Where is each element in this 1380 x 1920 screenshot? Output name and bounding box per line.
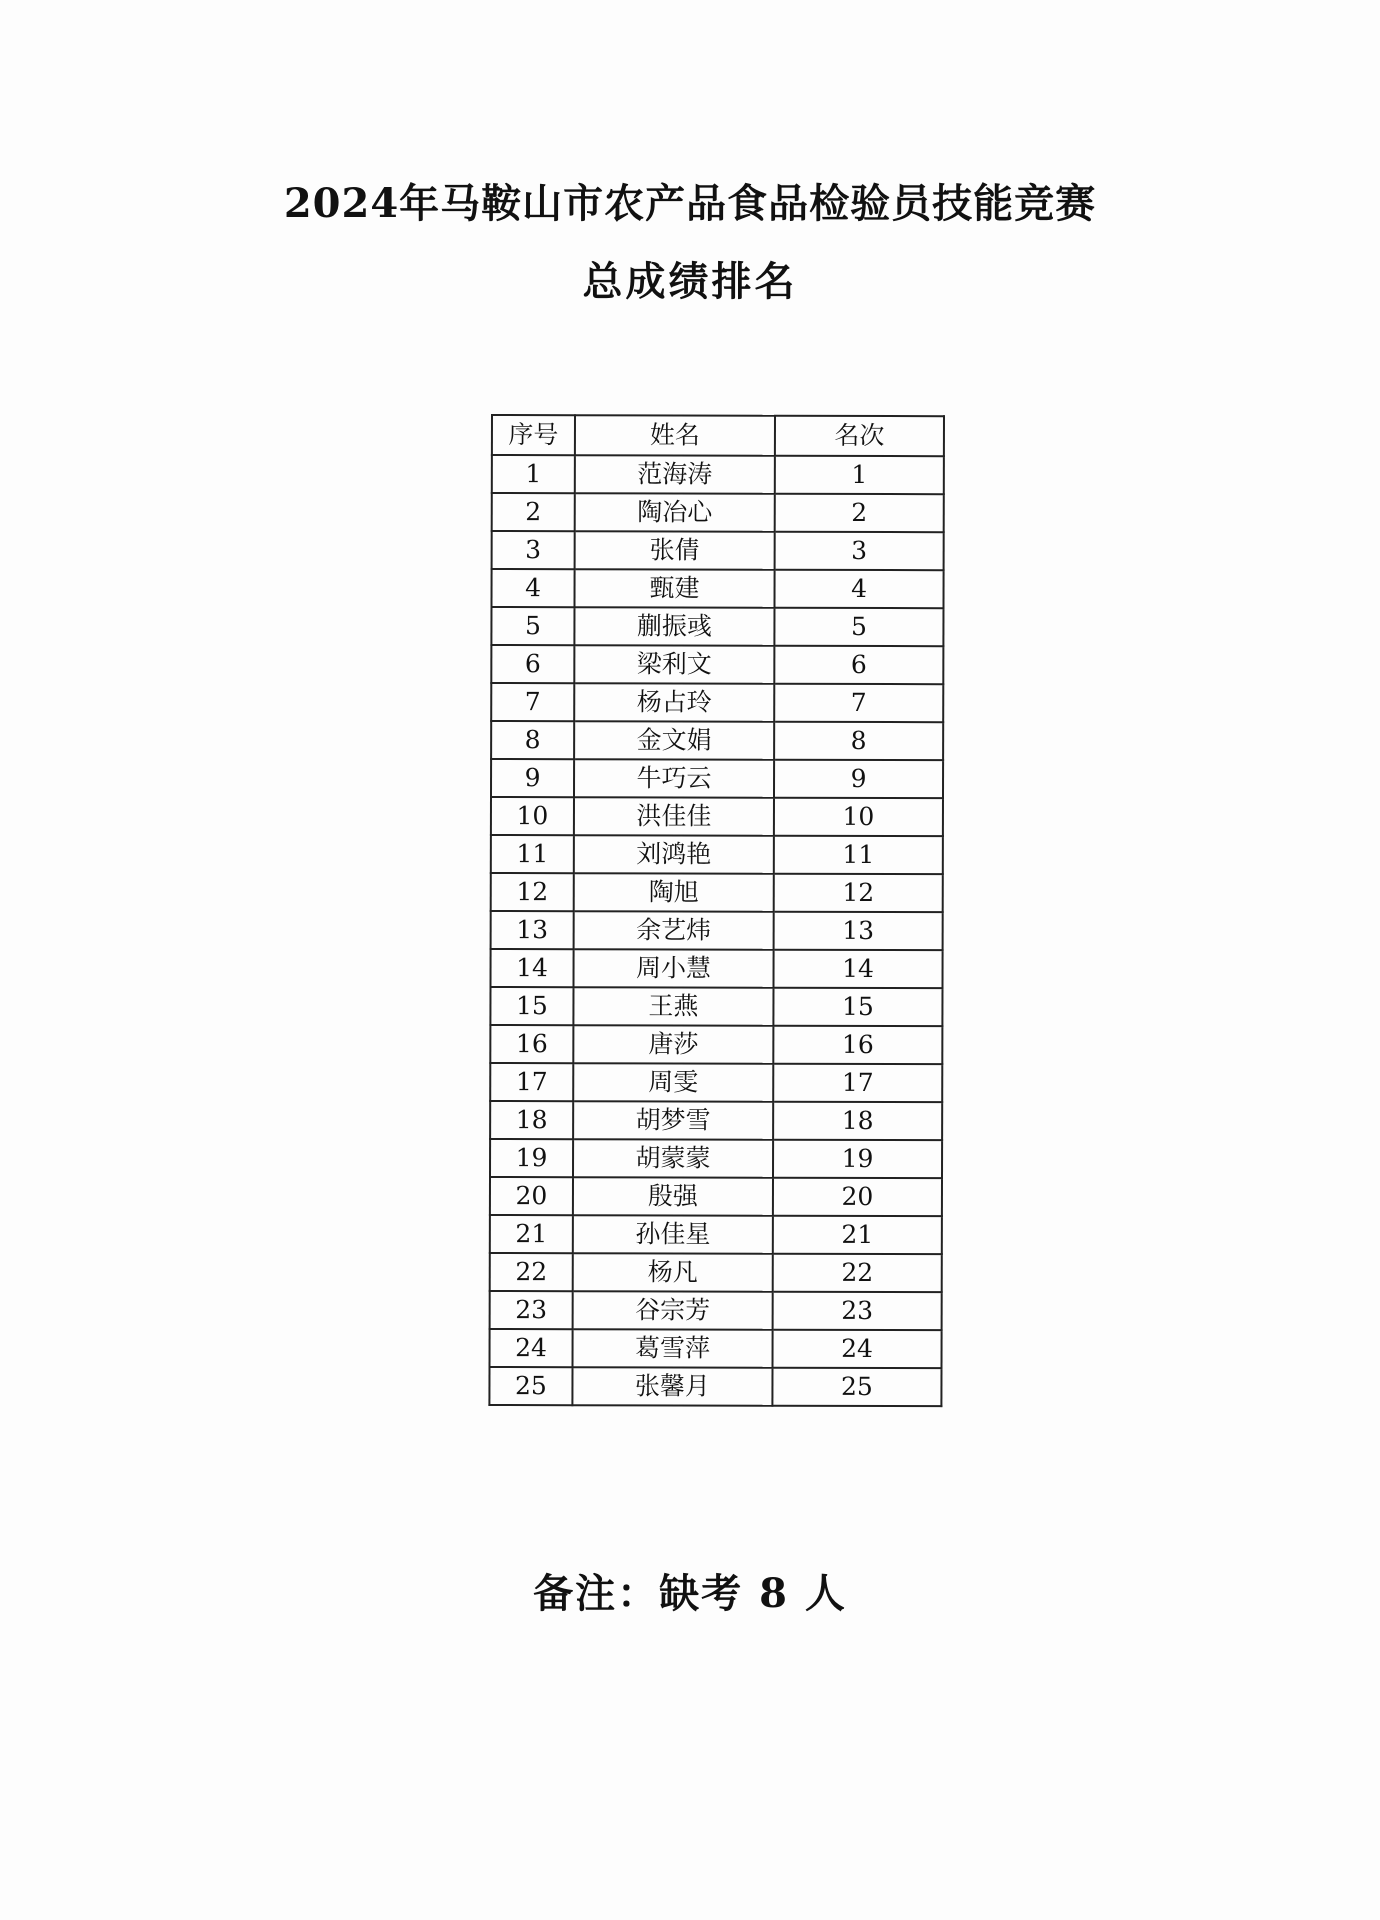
cell-rank: 17 xyxy=(773,1064,942,1102)
cell-rank: 25 xyxy=(772,1368,941,1406)
table-row xyxy=(492,531,944,570)
cell-name: 胡梦雪 xyxy=(573,1101,773,1140)
cell-name: 谷宗芳 xyxy=(573,1291,773,1330)
cell-rank: 1 xyxy=(775,456,944,494)
cell-seq: 10 xyxy=(491,797,574,835)
cell-name: 唐莎 xyxy=(573,1025,773,1064)
cell-seq: 3 xyxy=(492,531,575,569)
cell-rank: 10 xyxy=(774,798,943,836)
cell-rank: 22 xyxy=(773,1254,942,1292)
cell-name: 陶旭 xyxy=(574,873,774,912)
cell-seq: 4 xyxy=(491,569,574,607)
table-row xyxy=(491,873,943,912)
cell-rank: 14 xyxy=(773,950,942,988)
cell-rank: 19 xyxy=(773,1140,942,1178)
cell-seq: 9 xyxy=(491,759,574,797)
cell-seq: 23 xyxy=(490,1291,573,1329)
document-title: 2024年马鞍山市农产品食品检验员技能竞赛 xyxy=(283,180,1097,227)
cell-name: 洪佳佳 xyxy=(574,797,774,836)
footer-note: 备注：缺考 8 人 xyxy=(533,1570,847,1617)
cell-seq: 25 xyxy=(489,1367,572,1405)
cell-rank: 2 xyxy=(775,494,944,532)
table-row xyxy=(490,987,942,1026)
table-row xyxy=(491,645,943,684)
cell-seq: 1 xyxy=(492,455,575,493)
cell-seq: 19 xyxy=(490,1139,573,1177)
cell-seq: 17 xyxy=(490,1063,573,1101)
cell-seq: 7 xyxy=(491,683,574,721)
cell-rank: 16 xyxy=(773,1026,942,1064)
table-row xyxy=(490,1063,942,1102)
table-row xyxy=(491,835,943,874)
table-header-row xyxy=(492,415,944,456)
table-row xyxy=(490,1139,942,1178)
cell-seq: 18 xyxy=(490,1101,573,1139)
table-row xyxy=(490,1253,942,1292)
cell-name: 牛巧云 xyxy=(574,759,774,798)
table-row xyxy=(491,759,943,798)
document-subtitle: 总成绩排名 xyxy=(582,258,798,305)
cell-name: 梁利文 xyxy=(574,645,774,684)
cell-name: 甄建 xyxy=(574,569,774,608)
cell-seq: 8 xyxy=(491,721,574,759)
cell-name: 蒯振彧 xyxy=(574,607,774,646)
cell-rank: 18 xyxy=(773,1102,942,1140)
cell-seq: 16 xyxy=(490,1025,573,1063)
table-row xyxy=(491,797,943,836)
cell-seq: 15 xyxy=(490,987,573,1025)
table-row xyxy=(490,1329,942,1368)
cell-seq: 12 xyxy=(491,873,574,911)
cell-seq: 2 xyxy=(492,493,575,531)
cell-name: 张馨月 xyxy=(572,1367,772,1406)
table-row xyxy=(491,607,943,646)
cell-name: 刘鸿艳 xyxy=(574,835,774,874)
cell-rank: 7 xyxy=(774,684,943,722)
cell-name: 周雯 xyxy=(573,1063,773,1102)
cell-rank: 13 xyxy=(774,912,943,950)
cell-rank: 4 xyxy=(774,570,943,608)
cell-name: 金文娟 xyxy=(574,721,774,760)
cell-rank: 11 xyxy=(774,836,943,874)
ranking-table xyxy=(488,414,945,1407)
cell-name: 张倩 xyxy=(575,531,775,570)
table-row xyxy=(491,683,943,722)
cell-name: 胡蒙蒙 xyxy=(573,1139,773,1178)
table-row xyxy=(491,911,943,950)
cell-seq: 13 xyxy=(491,911,574,949)
cell-name: 陶冶心 xyxy=(575,493,775,532)
cell-name: 余艺炜 xyxy=(574,911,774,950)
cell-name: 杨凡 xyxy=(573,1253,773,1292)
table-row xyxy=(490,1101,942,1140)
header-rank: 名次 xyxy=(775,416,944,456)
table-row xyxy=(492,455,944,494)
cell-name: 杨占玲 xyxy=(574,683,774,722)
table-row xyxy=(491,721,943,760)
cell-name: 葛雪萍 xyxy=(573,1329,773,1368)
cell-rank: 23 xyxy=(773,1292,942,1330)
table-row xyxy=(492,493,944,532)
cell-name: 王燕 xyxy=(573,987,773,1026)
cell-name: 孙佳星 xyxy=(573,1215,773,1254)
header-name: 姓名 xyxy=(575,415,775,456)
cell-name: 周小慧 xyxy=(573,949,773,988)
table-row xyxy=(490,1215,942,1254)
cell-seq: 20 xyxy=(490,1177,573,1215)
cell-seq: 5 xyxy=(491,607,574,645)
cell-rank: 8 xyxy=(774,722,943,760)
table-row xyxy=(490,1291,942,1330)
cell-rank: 5 xyxy=(774,608,943,646)
table-row xyxy=(490,1025,942,1064)
table-row xyxy=(489,1367,941,1406)
header-seq: 序号 xyxy=(492,415,575,455)
table-body xyxy=(489,455,943,1406)
cell-rank: 21 xyxy=(773,1216,942,1254)
table-row xyxy=(491,569,943,608)
cell-name: 范海涛 xyxy=(575,455,775,494)
cell-rank: 3 xyxy=(775,532,944,570)
cell-seq: 6 xyxy=(491,645,574,683)
cell-rank: 12 xyxy=(774,874,943,912)
cell-rank: 15 xyxy=(773,988,942,1026)
cell-rank: 24 xyxy=(773,1330,942,1368)
cell-seq: 21 xyxy=(490,1215,573,1253)
cell-seq: 24 xyxy=(490,1329,573,1367)
cell-rank: 6 xyxy=(774,646,943,684)
table-row xyxy=(490,1177,942,1216)
cell-rank: 20 xyxy=(773,1178,942,1216)
cell-seq: 11 xyxy=(491,835,574,873)
cell-name: 殷强 xyxy=(573,1177,773,1216)
cell-seq: 14 xyxy=(490,949,573,987)
table-row xyxy=(490,949,942,988)
cell-rank: 9 xyxy=(774,760,943,798)
cell-seq: 22 xyxy=(490,1253,573,1291)
